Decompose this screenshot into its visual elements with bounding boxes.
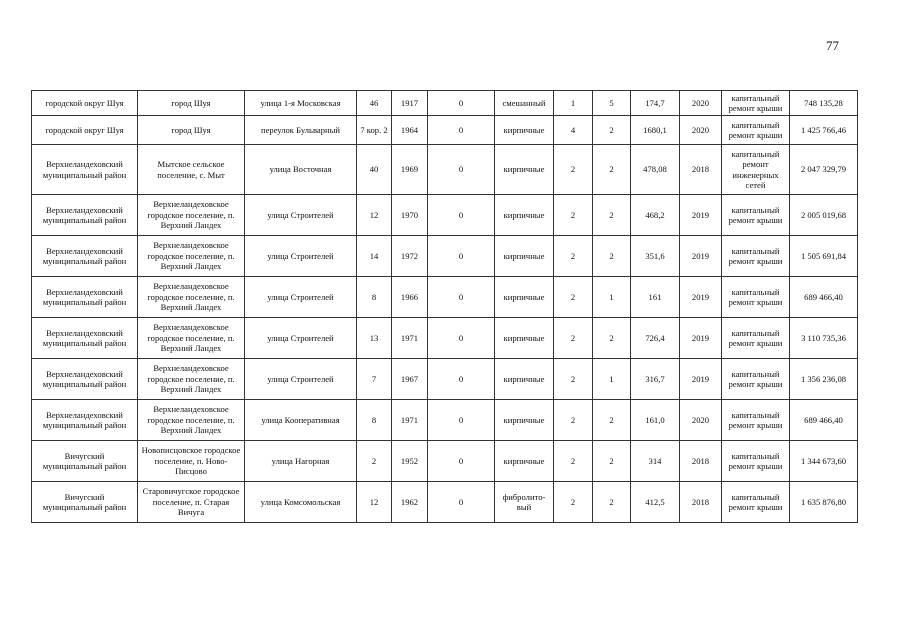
cell-district: Верхнеландеховский муниципальный район [32, 145, 138, 195]
cell-house-number: 40 [357, 145, 392, 195]
cell-col-floors-b: 2 [593, 318, 631, 359]
cell-cost: 3 110 735,36 [790, 318, 858, 359]
cell-wall-material: фибролито-вый [495, 482, 554, 523]
cell-settlement: Верхнеландеховское городское поселение, п. Верхний Ландех [138, 277, 245, 318]
cell-col-floors-a: 4 [554, 116, 593, 145]
cell-settlement: Новописцовское городское поселение, п. Ново-Писцово [138, 441, 245, 482]
cell-area: 161,0 [631, 400, 680, 441]
cell-wall-material: смешанный [495, 91, 554, 116]
cell-wall-material: кирпичные [495, 195, 554, 236]
cell-settlement: Мытское сельское поселение, с. Мыт [138, 145, 245, 195]
cell-district: Верхнеландеховский муниципальный район [32, 195, 138, 236]
cell-build-year: 1966 [392, 277, 428, 318]
cell-house-number: 46 [357, 91, 392, 116]
cell-street: улица Восточная [245, 145, 357, 195]
cell-work-type: капитальный ремонт крыши [722, 91, 790, 116]
page-number: 77 [826, 38, 839, 53]
cell-settlement: Верхнеландеховское городское поселение, п. Верхний Ландех [138, 195, 245, 236]
cell-street: улица Комсомольская [245, 482, 357, 523]
cell-work-type: капитальный ремонт крыши [722, 400, 790, 441]
cell-build-year: 1917 [392, 91, 428, 116]
cell-col-zero: 0 [428, 116, 495, 145]
cell-year: 2019 [680, 359, 722, 400]
cell-house-number: 7 кор. 2 [357, 116, 392, 145]
cell-col-floors-a: 2 [554, 236, 593, 277]
cell-col-zero: 0 [428, 277, 495, 318]
cell-area: 412,5 [631, 482, 680, 523]
cell-settlement: город Шуя [138, 91, 245, 116]
table-row [32, 277, 858, 318]
cell-settlement: город Шуя [138, 116, 245, 145]
cell-district: Верхнеландеховский муниципальный район [32, 236, 138, 277]
cell-area: 1680,1 [631, 116, 680, 145]
cell-year: 2019 [680, 195, 722, 236]
cell-col-floors-b: 2 [593, 482, 631, 523]
cell-col-zero: 0 [428, 482, 495, 523]
table-row [32, 195, 858, 236]
cell-year: 2018 [680, 482, 722, 523]
cell-col-zero: 0 [428, 318, 495, 359]
cell-district: Верхнеландеховский муниципальный район [32, 277, 138, 318]
cell-work-type: капитальный ремонт крыши [722, 359, 790, 400]
cell-district: городской округ Шуя [32, 91, 138, 116]
table-row [32, 236, 858, 277]
cell-house-number: 8 [357, 400, 392, 441]
cell-col-zero: 0 [428, 400, 495, 441]
cell-street: улица 1-я Московская [245, 91, 357, 116]
cell-col-floors-a: 2 [554, 441, 593, 482]
cell-work-type: капитальный ремонт крыши [722, 236, 790, 277]
table-row [32, 441, 858, 482]
cell-work-type: капитальный ремонт крыши [722, 195, 790, 236]
table-row [32, 318, 858, 359]
cell-settlement: Верхнеландеховское городское поселение, п. Верхний Ландех [138, 400, 245, 441]
cell-house-number: 12 [357, 482, 392, 523]
cell-col-floors-a: 1 [554, 91, 593, 116]
cell-settlement: Верхнеландеховское городское поселение, п. Верхний Ландех [138, 236, 245, 277]
cell-year: 2020 [680, 91, 722, 116]
cell-col-floors-a: 2 [554, 359, 593, 400]
cell-cost: 1 356 236,08 [790, 359, 858, 400]
cell-wall-material: кирпичные [495, 400, 554, 441]
cell-work-type: капитальный ремонт крыши [722, 277, 790, 318]
cell-area: 316,7 [631, 359, 680, 400]
cell-cost: 2 047 329,79 [790, 145, 858, 195]
cell-wall-material: кирпичные [495, 441, 554, 482]
table-row [32, 91, 858, 116]
cell-wall-material: кирпичные [495, 277, 554, 318]
table-row [32, 359, 858, 400]
cell-year: 2018 [680, 441, 722, 482]
cell-col-floors-a: 2 [554, 400, 593, 441]
cell-wall-material: кирпичные [495, 145, 554, 195]
cell-street: улица Строителей [245, 318, 357, 359]
cell-col-zero: 0 [428, 91, 495, 116]
cell-col-floors-a: 2 [554, 277, 593, 318]
table-row [32, 400, 858, 441]
cell-cost: 1 505 691,84 [790, 236, 858, 277]
cell-street: улица Кооперативная [245, 400, 357, 441]
cell-work-type: капитальный ремонт крыши [722, 482, 790, 523]
cell-district: Верхнеландеховский муниципальный район [32, 359, 138, 400]
cell-area: 351,6 [631, 236, 680, 277]
cell-house-number: 2 [357, 441, 392, 482]
cell-house-number: 12 [357, 195, 392, 236]
table-row [32, 482, 858, 523]
cell-street: улица Нагорная [245, 441, 357, 482]
cell-cost: 1 635 876,80 [790, 482, 858, 523]
cell-district: Вичугский муниципальный район [32, 441, 138, 482]
cell-wall-material: кирпичные [495, 359, 554, 400]
cell-build-year: 1967 [392, 359, 428, 400]
cell-build-year: 1962 [392, 482, 428, 523]
cell-wall-material: кирпичные [495, 318, 554, 359]
cell-year: 2019 [680, 277, 722, 318]
table-row [32, 145, 858, 195]
cell-street: переулок Бульварный [245, 116, 357, 145]
cell-district: городской округ Шуя [32, 116, 138, 145]
cell-cost: 1 425 766,46 [790, 116, 858, 145]
housing-repair-table [31, 90, 858, 523]
cell-house-number: 7 [357, 359, 392, 400]
table-row [32, 116, 858, 145]
cell-work-type: капитальный ремонт крыши [722, 116, 790, 145]
cell-col-floors-b: 2 [593, 441, 631, 482]
cell-cost: 1 344 673,60 [790, 441, 858, 482]
cell-build-year: 1972 [392, 236, 428, 277]
cell-col-floors-b: 2 [593, 145, 631, 195]
cell-area: 478,08 [631, 145, 680, 195]
cell-build-year: 1971 [392, 400, 428, 441]
cell-area: 468,2 [631, 195, 680, 236]
cell-district: Верхнеландеховский муниципальный район [32, 318, 138, 359]
cell-street: улица Строителей [245, 236, 357, 277]
cell-year: 2020 [680, 116, 722, 145]
cell-build-year: 1971 [392, 318, 428, 359]
cell-col-zero: 0 [428, 195, 495, 236]
cell-settlement: Верхнеландеховское городское поселение, п. Верхний Ландех [138, 359, 245, 400]
cell-work-type: капитальный ремонт крыши [722, 318, 790, 359]
cell-year: 2020 [680, 400, 722, 441]
cell-year: 2019 [680, 318, 722, 359]
cell-house-number: 13 [357, 318, 392, 359]
cell-settlement: Верхнеландеховское городское поселение, п. Верхний Ландех [138, 318, 245, 359]
cell-cost: 689 466,40 [790, 277, 858, 318]
cell-district: Верхнеландеховский муниципальный район [32, 400, 138, 441]
cell-year: 2018 [680, 145, 722, 195]
cell-col-floors-a: 2 [554, 195, 593, 236]
cell-col-zero: 0 [428, 441, 495, 482]
cell-street: улица Строителей [245, 277, 357, 318]
cell-build-year: 1969 [392, 145, 428, 195]
cell-col-zero: 0 [428, 145, 495, 195]
cell-build-year: 1964 [392, 116, 428, 145]
cell-build-year: 1970 [392, 195, 428, 236]
cell-area: 161 [631, 277, 680, 318]
cell-cost: 689 466,40 [790, 400, 858, 441]
cell-year: 2019 [680, 236, 722, 277]
cell-col-floors-a: 2 [554, 145, 593, 195]
cell-cost: 748 135,28 [790, 91, 858, 116]
cell-col-floors-b: 1 [593, 277, 631, 318]
cell-area: 726,4 [631, 318, 680, 359]
cell-house-number: 8 [357, 277, 392, 318]
cell-wall-material: кирпичные [495, 236, 554, 277]
cell-street: улица Строителей [245, 359, 357, 400]
cell-col-floors-b: 2 [593, 236, 631, 277]
cell-col-floors-a: 2 [554, 482, 593, 523]
cell-wall-material: кирпичные [495, 116, 554, 145]
cell-district: Вичугский муниципальный район [32, 482, 138, 523]
cell-area: 174,7 [631, 91, 680, 116]
cell-street: улица Строителей [245, 195, 357, 236]
cell-cost: 2 005 019,68 [790, 195, 858, 236]
cell-col-zero: 0 [428, 359, 495, 400]
cell-col-floors-a: 2 [554, 318, 593, 359]
cell-col-zero: 0 [428, 236, 495, 277]
cell-settlement: Старовичугское городское поселение, п. Старая Вичуга [138, 482, 245, 523]
cell-col-floors-b: 1 [593, 359, 631, 400]
cell-col-floors-b: 5 [593, 91, 631, 116]
cell-col-floors-b: 2 [593, 116, 631, 145]
cell-work-type: капитальный ремонт крыши [722, 441, 790, 482]
cell-house-number: 14 [357, 236, 392, 277]
cell-col-floors-b: 2 [593, 195, 631, 236]
cell-col-floors-b: 2 [593, 400, 631, 441]
cell-work-type: капитальный ремонт инженерных сетей [722, 145, 790, 195]
cell-area: 314 [631, 441, 680, 482]
cell-build-year: 1952 [392, 441, 428, 482]
